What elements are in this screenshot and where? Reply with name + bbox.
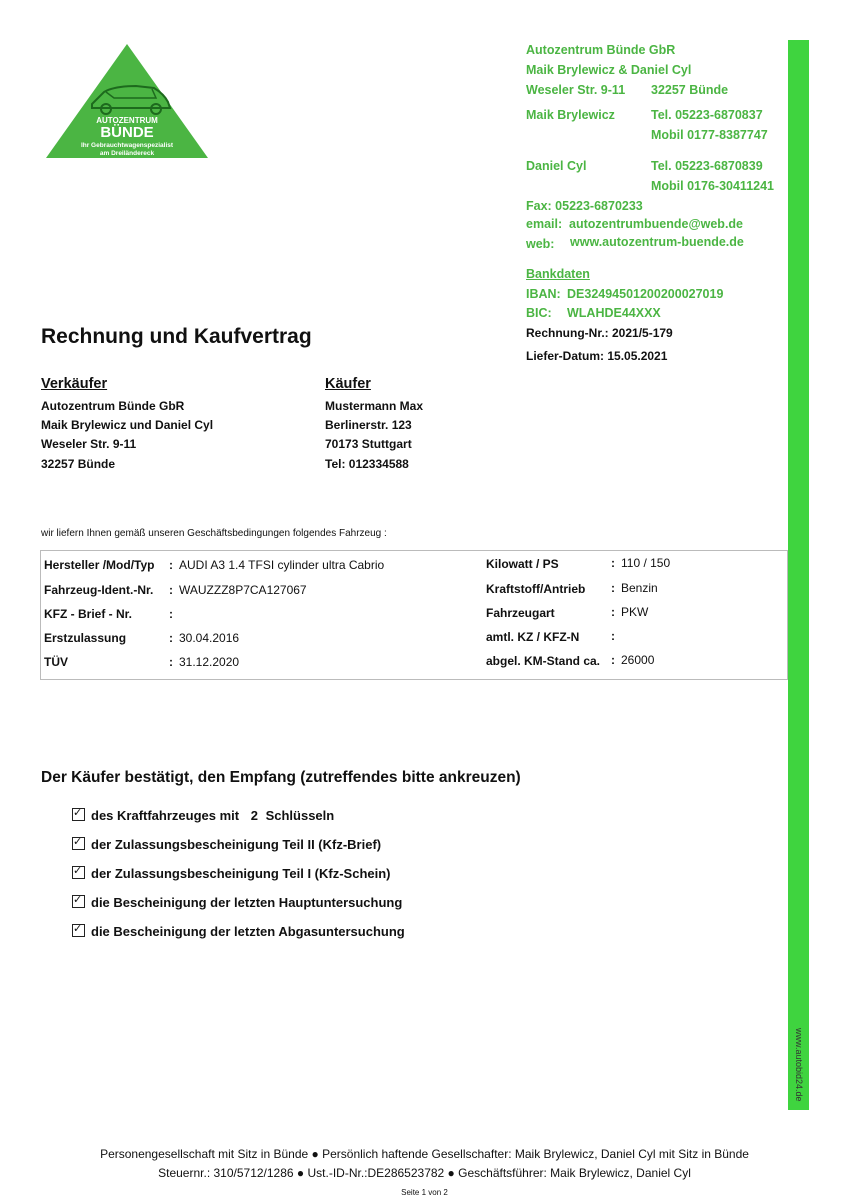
invoice-number: Rechnung-Nr.: 2021/5-179 <box>526 326 673 340</box>
seller-line: 32257 Bünde <box>41 457 116 471</box>
contact1-tel: Tel. 05223-6870837 <box>651 108 763 122</box>
confirm-item-text: die Bescheinigung der letzten Hauptuntersuchung <box>91 895 403 910</box>
green-side-bar <box>788 40 809 1110</box>
confirm-item <box>72 866 391 881</box>
check-icon: ✓ <box>73 894 83 906</box>
contact1-name: Maik Brylewicz <box>526 108 615 122</box>
company-owners: Maik Brylewicz & Daniel Cyl <box>526 63 692 77</box>
svg-text:BÜNDE: BÜNDE <box>100 124 154 141</box>
vehicle-label: Fahrzeugart <box>486 606 555 620</box>
vehicle-value: PKW <box>621 605 649 619</box>
confirm-item-keys <box>72 808 334 823</box>
checkbox-checked[interactable] <box>72 895 85 908</box>
seller-line: Weseler Str. 9-11 <box>41 437 137 451</box>
confirm-item-text: die Bescheinigung der letzten Abgasuntersuchung <box>91 924 405 939</box>
company-email: autozentrumbuende@web.de <box>569 217 744 231</box>
vehicle-colon: : <box>611 629 615 643</box>
contact2-tel: Tel. 05223-6870839 <box>651 159 763 173</box>
svg-text:AUTOZENTRUM: AUTOZENTRUM <box>96 116 158 125</box>
svg-text:Ihr Gebrauchtwagenspezialist: Ihr Gebrauchtwagenspezialist <box>80 142 174 149</box>
vehicle-value: WAUZZZ8P7CA127067 <box>179 583 307 597</box>
seller-heading: Verkäufer <box>41 376 108 392</box>
iban-value: DE32494501200200027019 <box>567 287 724 301</box>
vehicle-colon: : <box>169 655 173 669</box>
buyer-line: Tel: 012334588 <box>325 457 409 471</box>
vehicle-label: KFZ - Brief - Nr. <box>44 607 133 621</box>
check-icon: ✓ <box>73 923 83 935</box>
vehicle-value: 30.04.2016 <box>179 631 240 645</box>
company-logo <box>44 42 210 160</box>
contact2-name: Daniel Cyl <box>526 159 587 173</box>
vehicle-label: Kilowatt / PS <box>486 557 559 571</box>
web-label: web: <box>526 237 555 251</box>
document-title: Rechnung und Kaufvertrag <box>41 325 312 348</box>
delivery-date: Liefer-Datum: 15.05.2021 <box>526 349 668 363</box>
check-icon: ✓ <box>73 836 83 848</box>
confirm-item <box>72 924 405 939</box>
check-icon: ✓ <box>73 865 83 877</box>
vehicle-label: abgel. KM-Stand ca. <box>486 654 601 668</box>
checkbox-checked[interactable] <box>72 866 85 879</box>
company-fax: Fax: 05223-6870233 <box>526 199 643 213</box>
bic-value: WLAHDE44XXX <box>567 306 661 320</box>
intro-text: wir liefern Ihnen gemäß unseren Geschäftsbedingungen folgendes Fahrzeug : <box>41 528 387 539</box>
vehicle-value: 26000 <box>621 653 655 667</box>
checkbox-checked[interactable] <box>72 837 85 850</box>
buyer-line: Mustermann Max <box>325 399 424 413</box>
vehicle-colon: : <box>611 653 615 667</box>
confirm-heading: Der Käufer bestätigt, den Empfang (zutreffendes bitte ankreuzen) <box>41 769 521 786</box>
vehicle-colon: : <box>169 583 173 597</box>
company-name: Autozentrum Bünde GbR <box>526 43 676 57</box>
check-icon: ✓ <box>73 807 83 819</box>
iban-label: IBAN: <box>526 287 561 301</box>
vehicle-label: Kraftstoff/Antrieb <box>486 582 586 596</box>
confirm-item-text: des Kraftfahrzeuges mit <box>91 808 240 823</box>
confirm-item <box>72 895 402 910</box>
confirm-item-text: der Zulassungsbescheinigung Teil II (Kfz-Brief) <box>91 837 382 852</box>
confirm-item <box>72 837 381 852</box>
vehicle-colon: : <box>169 558 173 572</box>
company-street: Weseler Str. 9-11 <box>526 83 626 97</box>
company-city: 32257 Bünde <box>651 83 729 97</box>
buyer-line: 70173 Stuttgart <box>325 437 412 451</box>
key-count: 2 <box>250 808 258 823</box>
buyer-heading: Käufer <box>325 376 371 392</box>
vehicle-label: Erstzulassung <box>44 631 127 645</box>
checkbox-checked[interactable] <box>72 924 85 937</box>
sidebar-website-text: www.autobid24.de <box>794 1028 804 1102</box>
contact2-mobil: Mobil 0176-30411241 <box>651 179 774 193</box>
footer-line-1: Personengesellschaft mit Sitz in Bünde ● Persönlich haftende Gesellschafter: Maik Brylewicz, Daniel Cyl mit Sitz in Bünde <box>100 1147 749 1161</box>
svg-text:am Dreiländereck: am Dreiländereck <box>99 150 155 157</box>
footer-line-2: Steuernr.: 310/5712/1286 ● Ust.-ID-Nr.:DE286523782 ● Geschäftsführer: Maik Brylewicz, Daniel Cyl <box>158 1166 691 1180</box>
seller-line: Maik Brylewicz und Daniel Cyl <box>41 418 214 432</box>
confirm-item-text: Schlüsseln <box>265 808 335 823</box>
vehicle-label: Hersteller /Mod/Typ <box>44 558 155 572</box>
vehicle-colon: : <box>611 581 615 595</box>
page-number: Seite 1 von 2 <box>401 1188 448 1197</box>
confirm-item-text: der Zulassungsbescheinigung Teil I (Kfz-Schein) <box>91 866 391 881</box>
vehicle-colon: : <box>611 605 615 619</box>
vehicle-value: 110 / 150 <box>621 556 671 570</box>
vehicle-label: TÜV <box>44 655 68 669</box>
email-label: email: <box>526 217 563 231</box>
vehicle-value: Benzin <box>621 581 658 595</box>
vehicle-label: amtl. KZ / KFZ-N <box>486 630 580 644</box>
vehicle-value: AUDI A3 1.4 TFSI cylinder ultra Cabrio <box>179 558 385 572</box>
vehicle-colon: : <box>169 607 173 621</box>
bank-heading: Bankdaten <box>526 267 590 281</box>
buyer-line: Berlinerstr. 123 <box>325 418 412 432</box>
vehicle-label: Fahrzeug-Ident.-Nr. <box>44 583 154 597</box>
vehicle-colon: : <box>611 556 615 570</box>
company-web: www.autozentrum-buende.de <box>570 235 744 249</box>
contact1-mobil: Mobil 0177-8387747 <box>651 128 768 142</box>
bic-label: BIC: <box>526 306 552 320</box>
seller-line: Autozentrum Bünde GbR <box>41 399 185 413</box>
vehicle-colon: : <box>169 631 173 645</box>
checkbox-checked[interactable] <box>72 808 85 821</box>
vehicle-value: 31.12.2020 <box>179 655 240 669</box>
